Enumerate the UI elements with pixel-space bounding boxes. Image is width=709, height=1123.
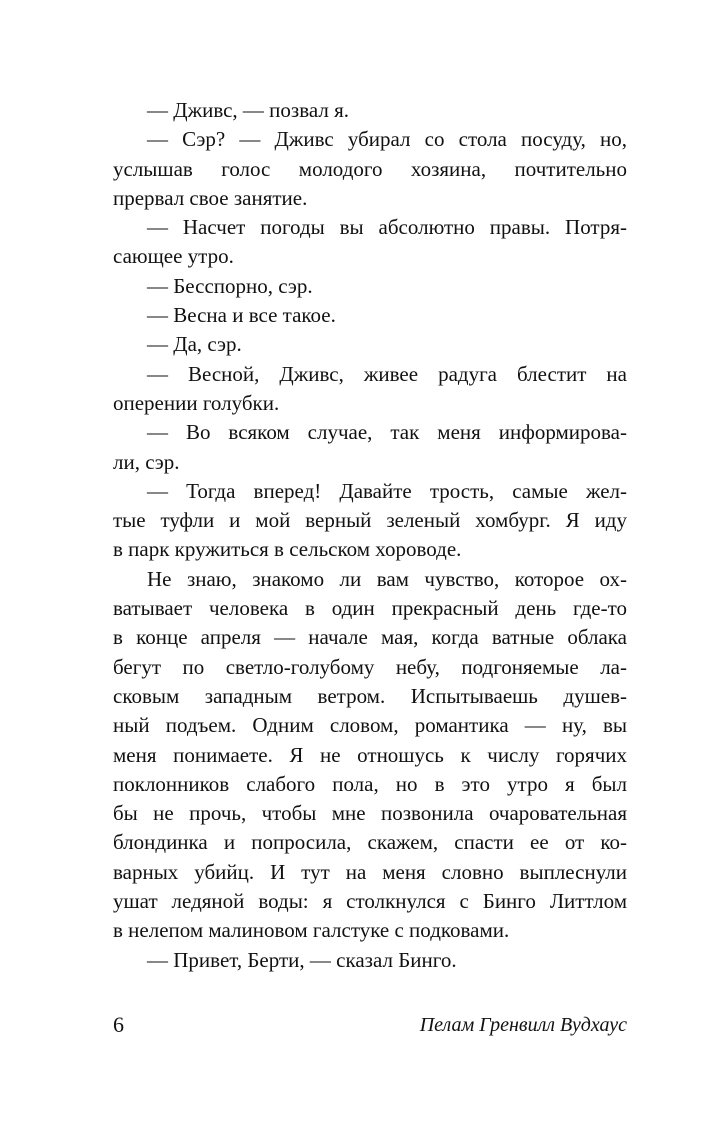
text-line: — Тогда вперед! Давайте трость, самые жел- [147, 478, 627, 503]
text-line: ушат ледяной воды: я столкнулся с Бинго Литтлом [113, 889, 627, 914]
text-line: сковым западным ветром. Испытываешь душев- [113, 683, 627, 708]
text-line: в парк кружиться в сельском хороводе. [113, 537, 462, 562]
page-number: 6 [113, 1012, 124, 1037]
text-line: — Во всяком случае, так меня информирова- [147, 420, 627, 445]
page-footer [113, 1008, 627, 1042]
text-line: — Сэр? — Дживс убирал со стола посуду, но, [147, 127, 627, 152]
text-line: ный подъем. Одним словом, романтика — ну, вы [113, 713, 627, 738]
text-line: в нелепом малиновом галстуке с подковами. [113, 918, 510, 943]
text-line: варных убийц. И тут на меня словно выплеснули [113, 859, 627, 884]
text-line: — Весна и все такое. [147, 303, 336, 328]
text-line: — Весной, Дживс, живее радуга блестит на [147, 361, 627, 386]
text-line: бегут по светло-голубому небу, подгоняемые ла- [113, 654, 627, 679]
text-line: ватывает человека в один прекрасный день где-то [113, 596, 627, 621]
text-line: поклонников слабого пола, но в это утро я был [113, 771, 627, 796]
body-text [113, 96, 627, 975]
text-line: бы не прочь, чтобы мне позвонила очаровательная [113, 801, 627, 826]
text-line: — Бесспорно, сэр. [147, 273, 313, 298]
text-line: услышав голос молодого хозяина, почтительно [113, 156, 627, 181]
text-line: — Дживс, — позвал я. [147, 98, 350, 122]
text-line: ли, сэр. [113, 449, 180, 474]
text-line: оперении голубки. [113, 390, 280, 415]
text-line: сающее утро. [113, 244, 234, 269]
text-line: Не знаю, знакомо ли вам чувство, которое ох- [147, 566, 627, 591]
text-line: прервал свое занятие. [113, 185, 308, 210]
text-line: тые туфли и мой верный зеленый хомбург. Я иду [113, 508, 627, 533]
text-line: — Да, сэр. [147, 332, 242, 357]
text-line: — Привет, Берти, — сказал Бинго. [147, 947, 457, 972]
text-line: блондинка и попросила, скажем, спасти ее от ко- [113, 830, 627, 855]
text-line: в конце апреля — начале мая, когда ватные облака [113, 625, 627, 650]
text-line: меня понимаете. Я не отношусь к числу горячих [113, 742, 627, 767]
running-header-author: Пелам Гренвилл Вудхаус [419, 1014, 627, 1036]
text-line: — Насчет погоды вы абсолютно правы. Потря- [147, 215, 627, 240]
